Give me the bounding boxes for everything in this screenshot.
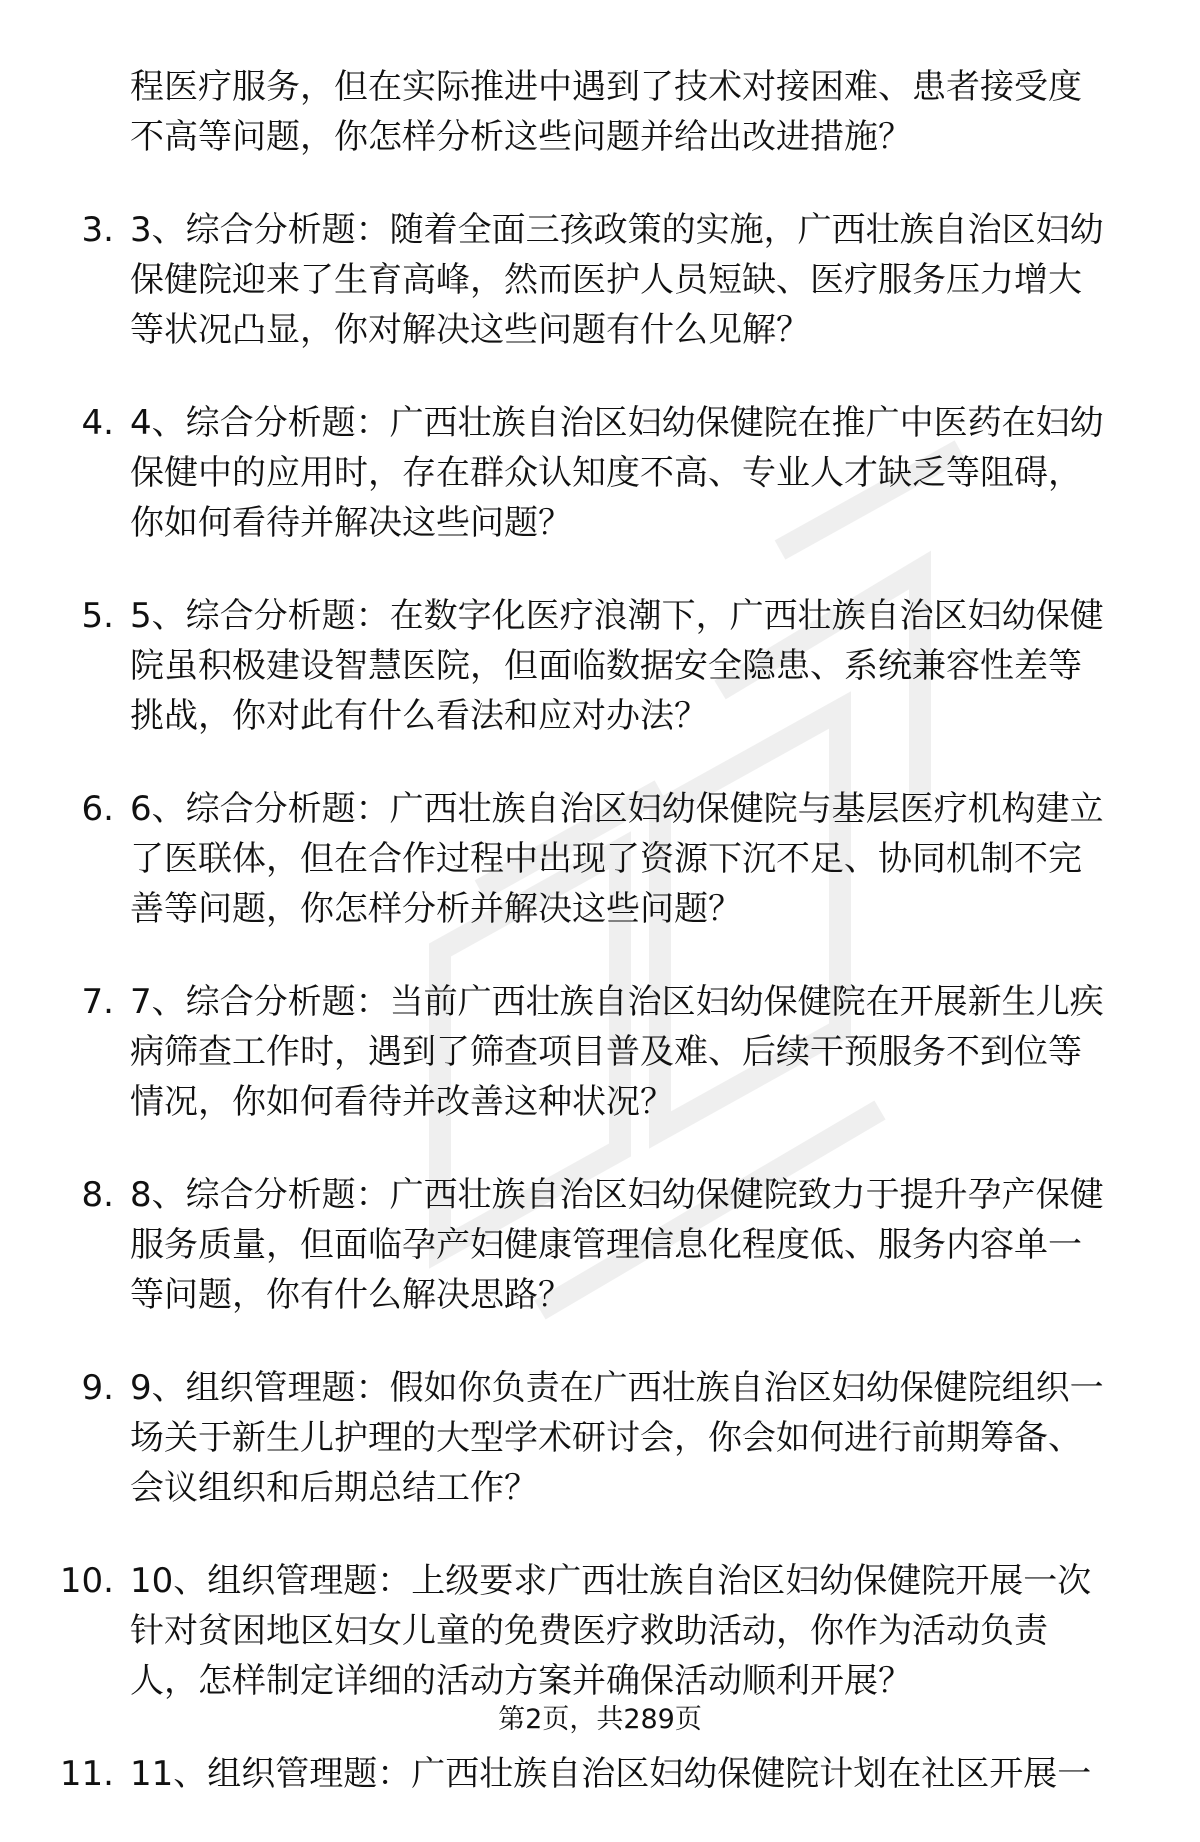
question-text: 5、综合分析题：在数字化医疗浪潮下，广西壮族自治区妇幼保健 院虽积极建设智慧医院，但面临数据安全隐患、系统兼容性差等 挑战，你对此有什么看法和应对办法？ bbox=[130, 596, 1104, 736]
question-text: 11、组织管理题：广西壮族自治区妇幼保健院计划在社区开展一 bbox=[130, 1754, 1092, 1794]
list-item bbox=[0, 1363, 1200, 1513]
list-item bbox=[0, 398, 1200, 548]
page-footer: 第2页，共289页 bbox=[498, 1704, 702, 1735]
list-number: 6. bbox=[81, 789, 114, 829]
list-number: 8. bbox=[81, 1175, 114, 1215]
question-text: 8、综合分析题：广西壮族自治区妇幼保健院致力于提升孕产保健 服务质量，但面临孕产妇健康管理信息化程度低、服务内容单一 等问题，你有什么解决思路？ bbox=[130, 1175, 1104, 1315]
list-number: 10. bbox=[59, 1561, 114, 1601]
list-number: 4. bbox=[81, 403, 114, 443]
list-number: 11. bbox=[59, 1754, 114, 1794]
list-item bbox=[0, 784, 1200, 934]
question-text: 7、综合分析题：当前广西壮族自治区妇幼保健院在开展新生儿疾 病筛查工作时，遇到了筛查项目普及难、后续干预服务不到位等 情况，你如何看待并改善这种状况？ bbox=[130, 982, 1104, 1122]
question-continuation-text: 程医疗服务，但在实际推进中遇到了技术对接困难、患者接受度 不高等问题，你怎样分析这些问题并给出改进措施？ bbox=[130, 67, 1082, 157]
list-item bbox=[0, 62, 1200, 162]
question-text: 3、综合分析题：随着全面三孩政策的实施，广西壮族自治区妇幼 保健院迎来了生育高峰，然而医护人员短缺、医疗服务压力增大 等状况凸显，你对解决这些问题有什么见解？ bbox=[130, 210, 1104, 350]
question-text: 9、组织管理题：假如你负责在广西壮族自治区妇幼保健院组织一 场关于新生儿护理的大型学术研讨会，你会如何进行前期筹备、 会议组织和后期总结工作？ bbox=[130, 1368, 1104, 1508]
list-number: 3. bbox=[81, 210, 114, 250]
question-text: 10、组织管理题：上级要求广西壮族自治区妇幼保健院开展一次 针对贫困地区妇女儿童的免费医疗救助活动，你作为活动负责 人，怎样制定详细的活动方案并确保活动顺利开展？ bbox=[130, 1561, 1092, 1701]
question-text: 4、综合分析题：广西壮族自治区妇幼保健院在推广中医药在妇幼 保健中的应用时，存在群众认知度不高、专业人才缺乏等阻碍， 你如何看待并解决这些问题？ bbox=[130, 403, 1104, 543]
question-text: 6、综合分析题：广西壮族自治区妇幼保健院与基层医疗机构建立 了医联体，但在合作过程中出现了资源下沉不足、协同机制不完 善等问题，你怎样分析并解决这些问题？ bbox=[130, 789, 1104, 929]
list-number: 7. bbox=[81, 982, 114, 1022]
list-number: 5. bbox=[81, 596, 114, 636]
list-item bbox=[0, 1170, 1200, 1320]
list-item bbox=[0, 1749, 1200, 1799]
question-list bbox=[0, 62, 1200, 1842]
list-number: 9. bbox=[81, 1368, 114, 1408]
list-item bbox=[0, 205, 1200, 355]
list-item bbox=[0, 977, 1200, 1127]
list-item bbox=[0, 1556, 1200, 1706]
list-item bbox=[0, 591, 1200, 741]
